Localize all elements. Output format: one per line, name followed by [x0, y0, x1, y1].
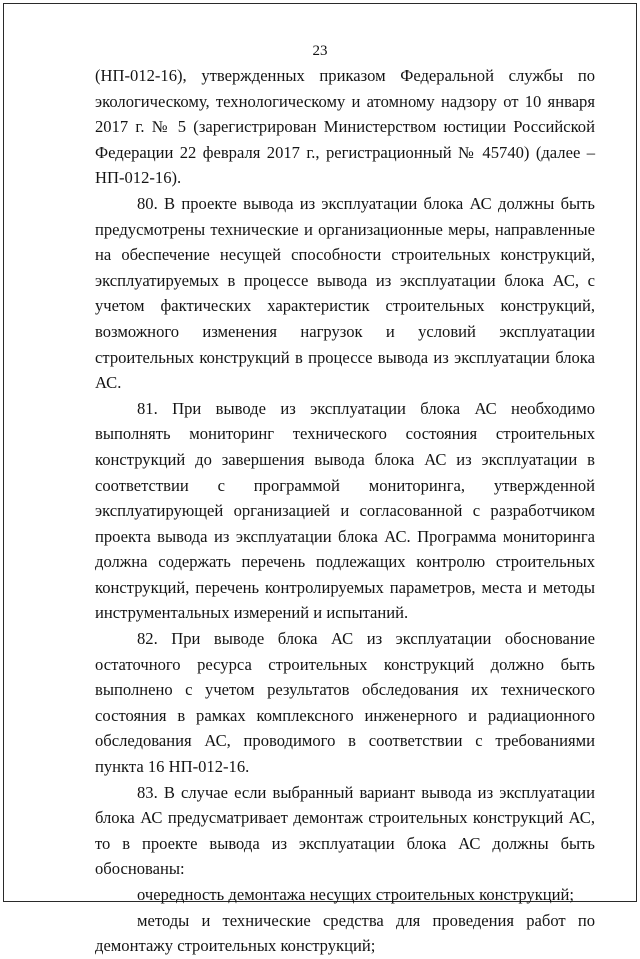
paragraph-list-entry-2: методы и технические средства для проведения работ по демонтажу строительных конструкций; [95, 910, 595, 956]
paragraph-item-83: 83. В случае если выбранный вариант вывода из эксплуатации блока АС предусматривает демонтаж строительных конструкций АС, то в проекте вывода из эксплуатации блока АС должны быть обоснованы: [95, 782, 595, 879]
page-number: 23 [312, 43, 328, 59]
paragraph-continuation: (НП-012-16), утвержденных приказом Федеральной службы по экологическому, технологическому и атомному надзору от 10 января 2017 г. № 5 (зарегистрирован Министерством юстиции Российской Федерации 22 февраля 2017 г., регистрационный № 45740) (далее – НП-012-16). [95, 66, 595, 188]
paragraph-item-82: 82. При выводе блока АС из эксплуатации обоснование остаточного ресурса строительных конструкций должно быть выполнено с учетом результатов обследования их технического состояния в рамках комплексного инженерного и радиационного обследования АС, проводимого в соответствии с требованиями пункта 16 НП-012-16. [95, 629, 595, 777]
paragraph-item-81: 81. При выводе из эксплуатации блока АС необходимо выполнять мониторинг технического состояния строительных конструкций до завершения вывода блока АС из эксплуатации в соответствии с программой мониторинга, утвержденной эксплуатирующей организацией и согласованной с разработчиком проекта вывода из эксплуатации блока АС. Программа мониторинга должна содержать перечень подлежащих контролю строительных конструкций, перечень контролируемых параметров, места и методы инструментальных измерений и испытаний. [95, 398, 595, 623]
document-body [95, 63, 595, 959]
paragraph-item-80: 80. В проекте вывода из эксплуатации блока АС должны быть предусмотрены технические и организационные меры, направленные на обеспечение несущей способности строительных конструкций, эксплуатируемых в процессе вывода из эксплуатации блока АС, с учетом фактических характеристик строительных конструкций, возможного изменения нагрузок и условий эксплуатации строительных конструкций в процессе вывода из эксплуатации блока АС. [95, 193, 595, 393]
paragraph-list-entry-1: очередность демонтажа несущих строительных конструкций; [137, 885, 575, 904]
